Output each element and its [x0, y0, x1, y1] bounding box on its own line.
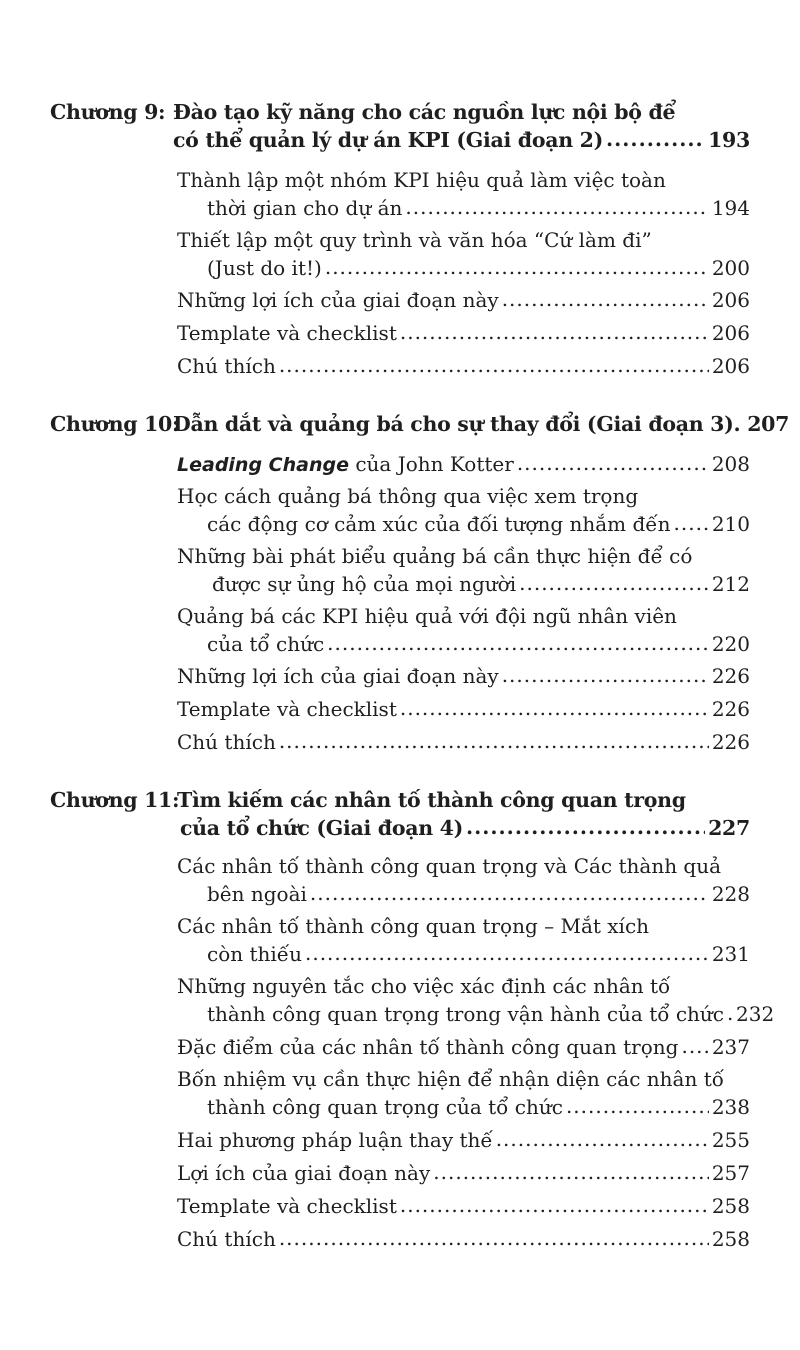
chapter-title-line2: của tổ chức (Giai đoạn 4): [180, 816, 463, 840]
entry-line2-row: [207, 510, 750, 538]
page-number: 257: [711, 1161, 750, 1185]
toc-entry[interactable]: [177, 1159, 750, 1187]
toc-entry[interactable]: [177, 1192, 750, 1220]
dot-leader: [279, 353, 709, 373]
page-number: 237: [711, 1035, 750, 1059]
toc-entry[interactable]: [177, 352, 750, 380]
entry-line1: Thiết lập một quy trình và văn hóa “Cứ làm đi”: [177, 228, 652, 252]
entry-line1: Những nguyên tắc cho việc xác định các nhân tố: [177, 974, 671, 998]
dot-leader: [279, 729, 709, 749]
entry-title-rest: của John Kotter: [348, 452, 514, 476]
page-number: 193: [708, 128, 750, 152]
entry-title: Chú thích: [177, 1227, 276, 1251]
entry-emphasis: Leading Change: [177, 454, 349, 476]
entry-line2: của tổ chức: [207, 632, 325, 656]
dot-leader: [400, 696, 709, 716]
page-number: 231: [711, 942, 750, 966]
page-number: 226: [711, 664, 750, 688]
toc-entry[interactable]: [177, 286, 750, 314]
entry-title: Template và checklist: [177, 321, 397, 345]
dot-leader: [400, 320, 709, 340]
dot-leader: [496, 1127, 709, 1147]
dot-leader: [400, 1193, 709, 1213]
entry-line1: Bốn nhiệm vụ cần thực hiện để nhận diện các nhân tố: [177, 1067, 724, 1091]
entry-line2-row: [207, 880, 750, 908]
chapter-label: Chương 11:: [50, 788, 180, 812]
toc-entry[interactable]: [177, 1225, 750, 1253]
dot-leader: [502, 287, 709, 307]
dot-leader: [502, 663, 709, 683]
entry-line2-row: [207, 1000, 775, 1028]
entry-line2: còn thiếu: [207, 942, 302, 966]
entry-line2: (Just do it!): [207, 256, 322, 280]
page-number: 208: [711, 452, 750, 476]
toc-entry[interactable]: [177, 450, 750, 478]
entry-title: Những lợi ích của giai đoạn này: [177, 288, 499, 312]
toc-entry[interactable]: [177, 728, 750, 756]
entry-line2: được sự ủng hộ của mọi người: [212, 572, 517, 596]
page-number: 207: [747, 412, 790, 436]
entry-line2-row: [212, 570, 750, 598]
page-number: 238: [711, 1095, 750, 1119]
toc-entry[interactable]: [177, 662, 750, 690]
page-number: 212: [711, 572, 750, 596]
dot-leader: [681, 1034, 708, 1054]
dot-leader: [405, 195, 708, 215]
entry-title: Hai phương pháp luận thay thế: [177, 1128, 493, 1152]
page-number: 206: [711, 321, 750, 345]
page-number: 228: [711, 882, 750, 906]
entry-title: [177, 450, 514, 479]
entry-title: Lợi ích của giai đoạn này: [177, 1161, 431, 1185]
entry-line2: bên ngoài: [207, 882, 307, 906]
toc-entry[interactable]: [177, 1126, 750, 1154]
entry-line1: Thành lập một nhóm KPI hiệu quả làm việc toàn: [177, 168, 666, 192]
chapter-title-line2-row[interactable]: [173, 126, 750, 154]
chapter-title-line2: có thể quản lý dự án KPI (Giai đoạn 2): [173, 128, 604, 152]
toc-entry[interactable]: [177, 695, 750, 723]
entry-title: Template và checklist: [177, 1194, 397, 1218]
page-number: 255: [711, 1128, 750, 1152]
page-number: 210: [711, 512, 750, 536]
page-number: 232: [736, 1002, 775, 1026]
entry-line2-row: [207, 940, 750, 968]
entry-title: Những lợi ích của giai đoạn này: [177, 664, 499, 688]
entry-title: Đặc điểm của các nhân tố thành công quan trọng: [177, 1035, 679, 1059]
dot-leader: [325, 255, 709, 275]
dot-leader: [519, 571, 709, 591]
page-number: 206: [711, 288, 750, 312]
chapter-title-line2-row[interactable]: [180, 814, 750, 842]
entry-line2-row: [207, 1093, 750, 1121]
dot-leader: [517, 451, 709, 471]
page-number: 194: [711, 196, 750, 220]
entry-title: Chú thích: [177, 354, 276, 378]
page-number: 206: [711, 354, 750, 378]
page-number: 200: [711, 256, 750, 280]
chapter-title-line1: Đào tạo kỹ năng cho các nguồn lực nội bộ để: [173, 100, 676, 124]
chapter-label: Chương 10:: [50, 412, 180, 436]
entry-line2-row: [207, 254, 750, 282]
dot-leader: [310, 881, 709, 901]
entry-title: Chú thích: [177, 730, 276, 754]
page-number: 258: [711, 1194, 750, 1218]
page-number: 220: [711, 632, 750, 656]
page-number: 258: [711, 1227, 750, 1251]
entry-line2-row: [207, 630, 750, 658]
dot-leader: [433, 1160, 709, 1180]
entry-line2-row: [207, 194, 750, 222]
chapter-title-line1: Dẫn dắt và quảng bá cho sự thay đổi (Giai đoạn 3). 207: [173, 412, 790, 436]
dot-leader: [466, 815, 705, 836]
entry-line1: Quảng bá các KPI hiệu quả với đội ngũ nhân viên: [177, 604, 677, 628]
entry-title: Template và checklist: [177, 697, 397, 721]
dot-leader: [279, 1226, 709, 1246]
dot-leader: [606, 127, 705, 148]
toc-entry[interactable]: [177, 1033, 750, 1061]
dot-leader: [327, 631, 709, 651]
entry-line1: Học cách quảng bá thông qua việc xem trọng: [177, 484, 639, 508]
dot-leader: [727, 1001, 733, 1021]
entry-line1: Các nhân tố thành công quan trọng và Các thành quả: [177, 854, 722, 878]
chapter-label: Chương 9:: [50, 100, 166, 124]
entry-line2: thời gian cho dự án: [207, 196, 403, 220]
entry-line2: các động cơ cảm xúc của đối tượng nhắm đến: [207, 512, 671, 536]
page-number: 226: [711, 730, 750, 754]
entry-line1: Những bài phát biểu quảng bá cần thực hiện để có: [177, 544, 693, 568]
entry-line2: thành công quan trọng trong vận hành của tổ chức: [207, 1002, 724, 1026]
entry-line2: thành công quan trọng của tổ chức: [207, 1095, 563, 1119]
page-number: 227: [708, 816, 750, 840]
dot-leader: [566, 1094, 709, 1114]
dot-leader: [305, 941, 709, 961]
toc-entry[interactable]: [177, 319, 750, 347]
dot-leader: [674, 511, 709, 531]
entry-line1: Các nhân tố thành công quan trọng – Mắt xích: [177, 914, 650, 938]
page-number: 226: [711, 697, 750, 721]
chapter-title-line1: Tìm kiếm các nhân tố thành công quan trọng: [177, 788, 686, 812]
